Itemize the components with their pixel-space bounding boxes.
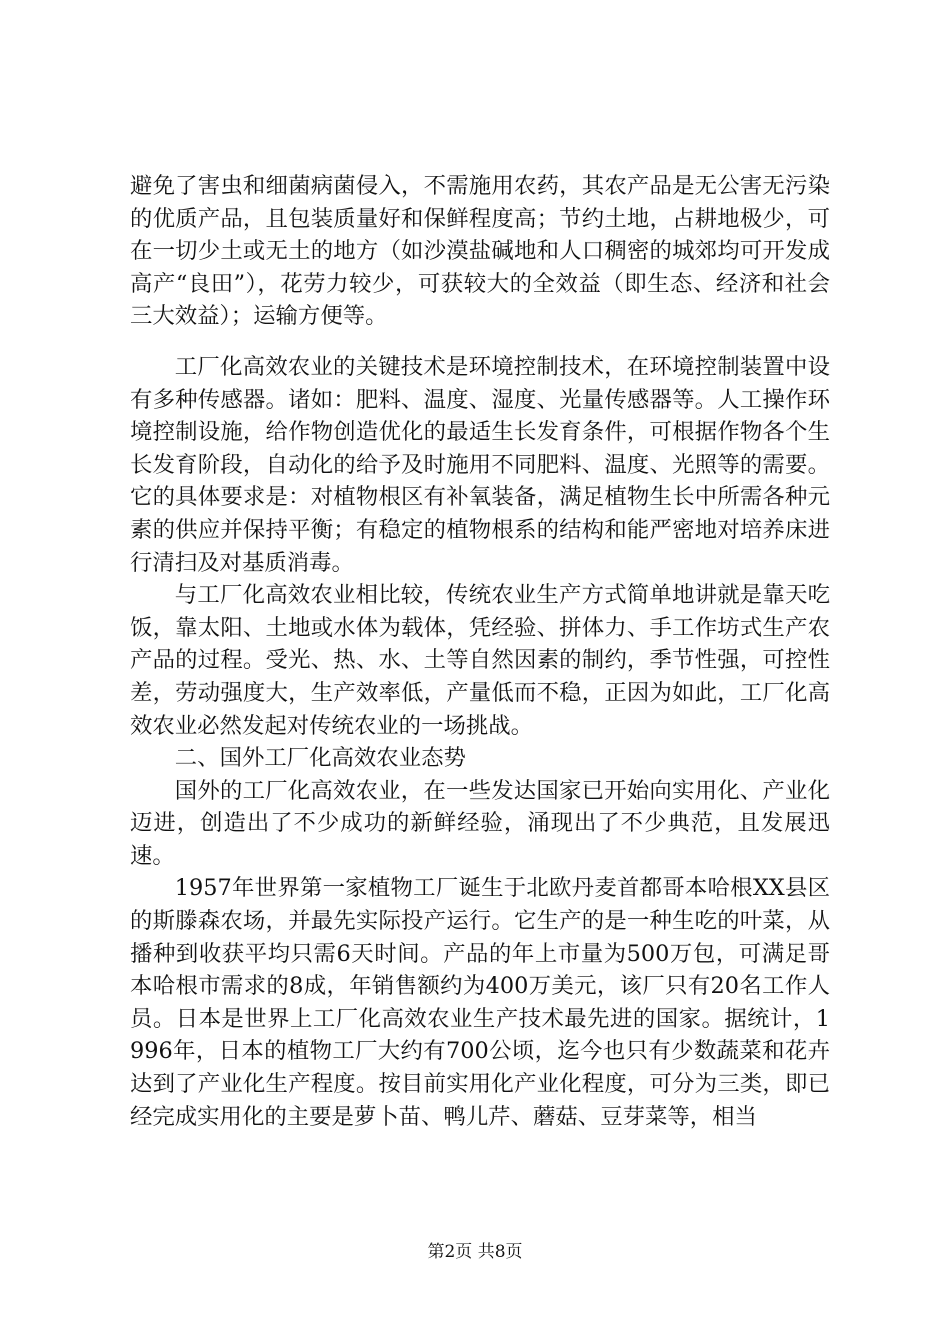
paragraph-traditional-comparison: 与工厂化高效农业相比较，传统农业生产方式简单地讲就是靠天吃饭，靠太阳、土地或水体为载体，凭经验、拼体力、手工作坊式生产农产品的过程。受光、热、水、土等自然因素的制约，季节性强，可控性差，劳动强度大，生产效率低，产量低而不稳，正因为如此，工厂化高效农业必然发起对传统农业的一场挑战。 xyxy=(130,582,830,739)
section-heading: 二、国外工厂化高效农业态势 xyxy=(174,745,466,772)
document-body xyxy=(130,170,830,1133)
paragraph-foreign-overview: 国外的工厂化高效农业，在一些发达国家已开始向实用化、产业化迈进，创造出了不少成功的新鲜经验，涌现出了不少典范，且发展迅速。 xyxy=(130,777,830,869)
paragraph-key-technology: 工厂化高效农业的关键技术是环境控制技术，在环境控制装置中设有多种传感器。诸如：肥料、温度、湿度、光量传感器等。人工操作环境控制设施，给作物创造优化的最适生长发育条件，可根据作物各个生长发育阶段，自动化的给予及时施用不同肥料、温度、光照等的需要。它的具体要求是：对植物根区有补氧装备，满足植物生长中所需各种元素的供应并保持平衡；有稳定的植物根系的结构和能严密地对培养床进行清扫及对基质消毒。 xyxy=(130,353,830,576)
page-footer: 第2页 共8页 xyxy=(427,1242,523,1262)
paragraph-continuation: 避免了害虫和细菌病菌侵入，不需施用农药，其农产品是无公害无污染的优质产品，且包装质量好和保鲜程度高；节约土地，占耕地极少，可在一切少土或无土的地方（如沙漠盐碱地和人口稠密的城郊均可开发成高产“良田”），花劳力较少，可获较大的全效益（即生态、经济和社会三大效益）；运输方便等。 xyxy=(130,173,830,330)
paragraph-plant-factory-history: 1957年世界第一家植物工厂诞生于北欧丹麦首都哥本哈根XX县区的斯滕森农场，并最先实际投产运行。它生产的是一种生吃的叶菜，从播种到收获平均只需6天时间。产品的年上市量为500万包，可满足哥本哈根市需求的8成，年销售额约为400万美元，该厂只有20名工作人员。日本是世界上工厂化高效农业生产技术最先进的国家。据统计，1996年，日本的植物工厂大约有700公顷，迄今也只有少数蔬菜和花卉达到了产业化生产程度。按目前实用化产业化程度，可分为三类，即已经完成实用化的主要是萝卜苗、鸭儿芹、蘑菇、豆芽菜等，相当 xyxy=(130,875,830,1130)
